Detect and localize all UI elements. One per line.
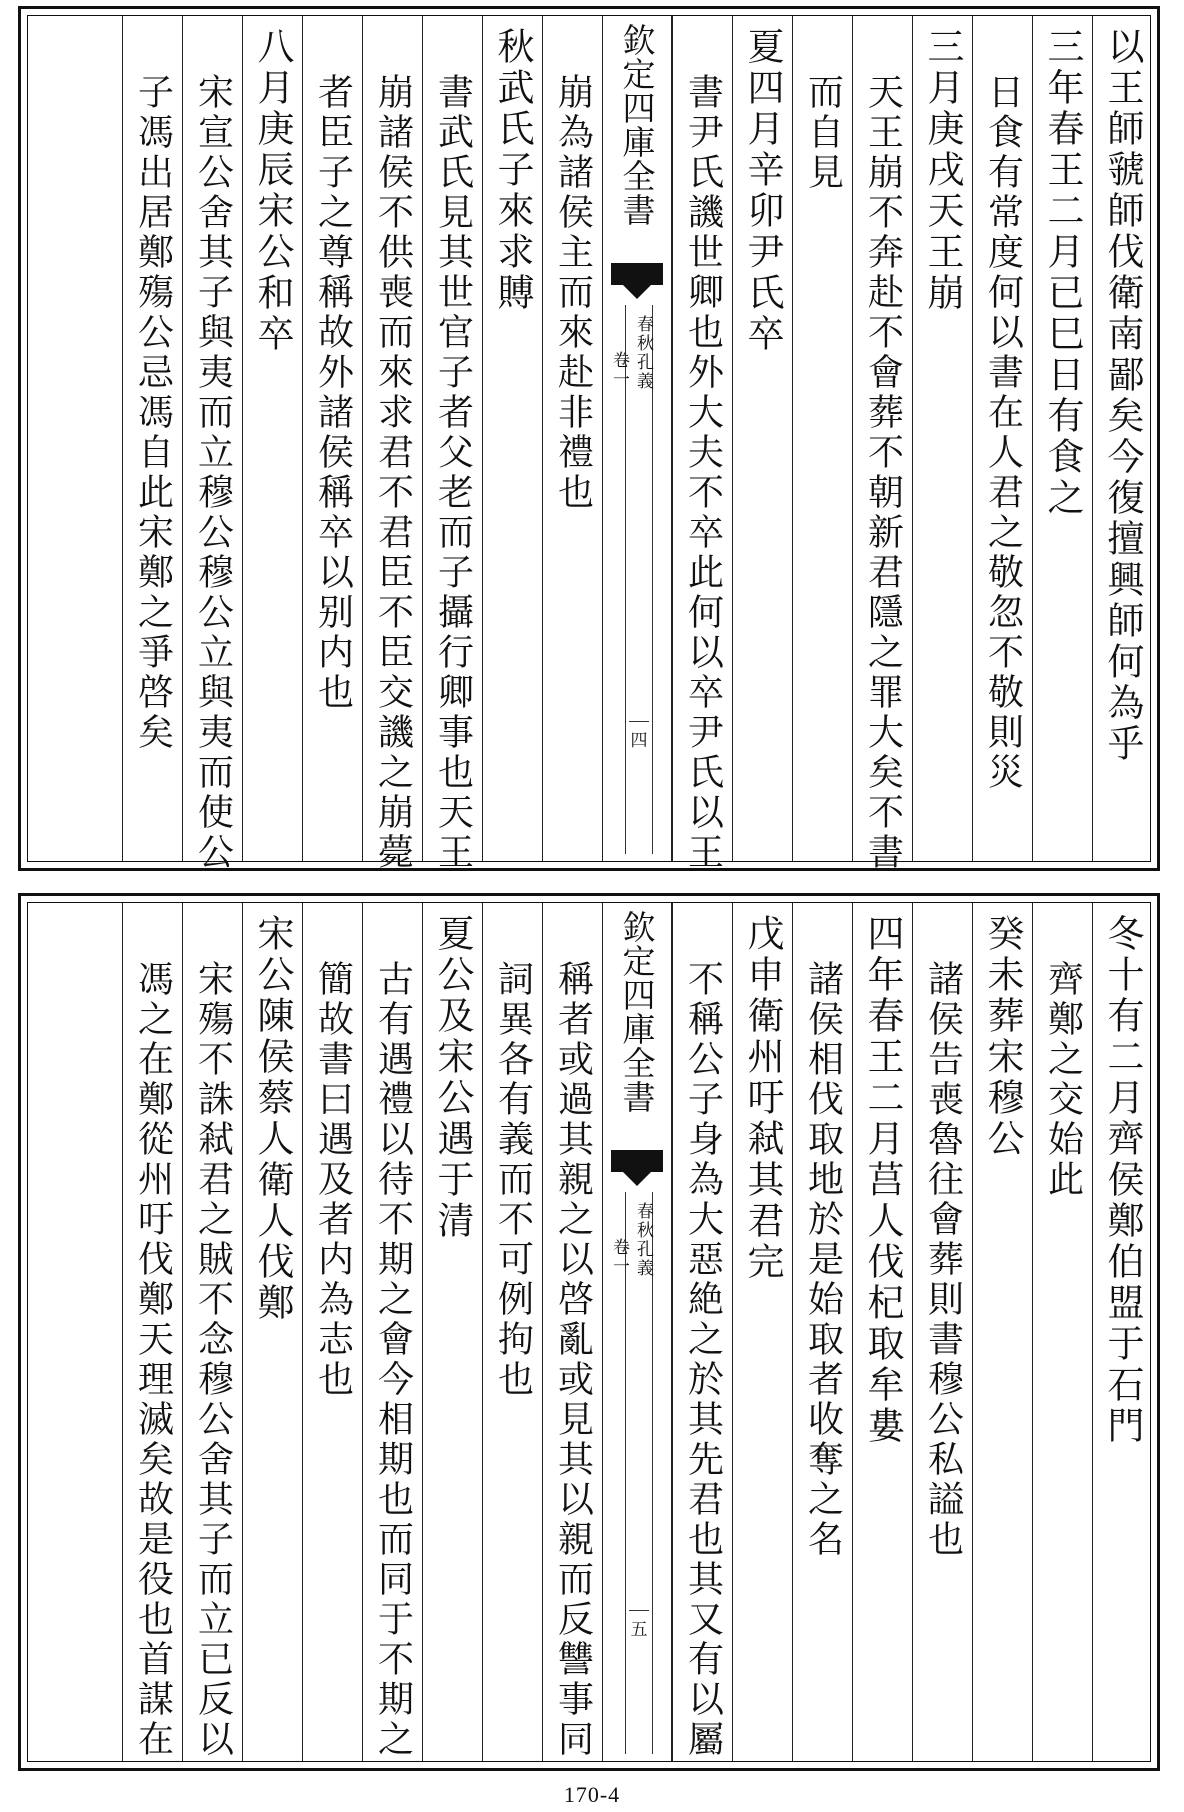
fishtail-mark bbox=[611, 263, 663, 285]
text-column bbox=[182, 902, 242, 1762]
column-text: 書武氏見其世官子者父老而子攝行卿事也天王 bbox=[432, 73, 474, 873]
column-text: 冬十有二月齊侯鄭伯盟于石門 bbox=[1101, 914, 1144, 1447]
text-column bbox=[792, 902, 852, 1762]
column-text: 馮之在鄭從州吁伐鄭天理滅矣故是役也首謀在 bbox=[132, 960, 174, 1760]
text-column bbox=[362, 902, 422, 1762]
juan-label: 卷一 bbox=[609, 351, 629, 389]
text-column bbox=[912, 15, 972, 862]
juan-label: 卷一 bbox=[609, 1238, 629, 1276]
column-text: 古有遇禮以待不期之會今相期也而同于不期之 bbox=[372, 960, 414, 1760]
text-column bbox=[542, 15, 602, 862]
column-text: 詞異各有義而不可例拘也 bbox=[492, 960, 534, 1400]
text-column bbox=[1092, 902, 1152, 1762]
text-column bbox=[1092, 15, 1152, 862]
column-text: 夏四月辛卯尹氏卒 bbox=[741, 27, 784, 355]
text-column bbox=[852, 15, 912, 873]
column-text: 天王崩不奔赴不會葬不朝新君隱之罪大矣不書 bbox=[862, 73, 904, 873]
text-column bbox=[792, 15, 852, 862]
column-text: 夏公及宋公遇于清 bbox=[431, 914, 474, 1242]
text-column bbox=[302, 902, 362, 1762]
text-column bbox=[122, 902, 182, 1762]
center-strip bbox=[602, 15, 672, 862]
column-text: 不稱公子身為大惡絶之於其先君也其又有以屬 bbox=[682, 960, 724, 1760]
column-text: 崩為諸侯主而來赴非禮也 bbox=[552, 73, 594, 513]
column-text: 書尹氏譏世卿也外大夫不卒此何以卒尹氏以王 bbox=[682, 73, 724, 873]
page-number: 170-4 bbox=[563, 1782, 621, 1807]
column-text: 子馮出居鄭殤公忌馮自此宋鄭之爭啓矣 bbox=[132, 73, 174, 753]
text-column bbox=[302, 15, 362, 862]
collection-header: 欽定四庫全書 bbox=[617, 23, 657, 227]
column-text: 齊鄭之交始此 bbox=[1042, 960, 1084, 1200]
column-text: 三年春王二月已巳日有食之 bbox=[1041, 27, 1084, 519]
column-text: 日食有常度何以書在人君之敬忽不敬則災 bbox=[982, 73, 1024, 793]
top-page-panel bbox=[18, 6, 1160, 871]
book-title: 春秋孔義 bbox=[633, 315, 653, 391]
text-column bbox=[242, 902, 302, 1762]
column-text: 癸未葬宋穆公 bbox=[981, 914, 1024, 1160]
text-column bbox=[732, 15, 792, 862]
center-strip bbox=[602, 902, 672, 1762]
text-column bbox=[182, 15, 242, 873]
text-column bbox=[422, 902, 482, 1762]
column-text: 宋殤不誅弒君之賊不念穆公舍其子而立已反以 bbox=[192, 960, 234, 1760]
book-title: 春秋孔義 bbox=[633, 1202, 653, 1278]
column-text: 諸侯相伐取地於是始取者收奪之名 bbox=[802, 960, 844, 1560]
leaf-number: 四 bbox=[629, 721, 649, 751]
text-column bbox=[122, 15, 182, 862]
text-column bbox=[422, 15, 482, 873]
column-text: 秋武氏子來求賻 bbox=[491, 27, 534, 314]
text-column bbox=[1032, 902, 1092, 1762]
column-text: 三月庚戌天王崩 bbox=[921, 27, 964, 314]
text-column bbox=[362, 15, 422, 873]
column-text: 宋公陳侯蔡人衛人伐鄭 bbox=[251, 914, 294, 1324]
collection-header: 欽定四庫全書 bbox=[617, 910, 657, 1114]
column-text: 戊申衛州吁弒其君完 bbox=[741, 914, 784, 1283]
text-column bbox=[972, 15, 1032, 862]
text-column bbox=[672, 15, 732, 873]
leaf-number: 五 bbox=[629, 1610, 649, 1640]
column-text: 簡故書曰遇及者内為志也 bbox=[312, 960, 354, 1400]
column-text: 八月庚辰宋公和卒 bbox=[251, 27, 294, 355]
text-column bbox=[972, 902, 1032, 1762]
column-text: 諸侯告喪魯往會葬則書穆公私謚也 bbox=[922, 960, 964, 1560]
column-text: 崩諸侯不供喪而來求君不君臣不臣交譏之崩薨 bbox=[372, 73, 414, 873]
text-column bbox=[672, 902, 732, 1762]
text-column bbox=[542, 902, 602, 1762]
text-column bbox=[852, 902, 912, 1762]
text-column bbox=[1032, 15, 1092, 862]
text-column bbox=[732, 902, 792, 1762]
text-column bbox=[482, 902, 542, 1762]
column-text: 四年春王二月莒人伐杞取牟婁 bbox=[861, 914, 904, 1447]
column-text: 以王師虢師伐衛南鄙矣今復擅興師何為乎 bbox=[1101, 27, 1144, 765]
bottom-page-panel bbox=[18, 893, 1160, 1771]
text-column bbox=[482, 15, 542, 862]
column-text: 而自見 bbox=[802, 73, 844, 193]
text-column bbox=[912, 902, 972, 1762]
column-text: 宋宣公舍其子與夷而立穆公穆公立與夷而使公 bbox=[192, 73, 234, 873]
column-text: 稱者或過其親之以啓亂或見其以親而反讐事同 bbox=[552, 960, 594, 1760]
fishtail-mark bbox=[611, 1150, 663, 1172]
text-column bbox=[242, 15, 302, 862]
column-text: 者臣子之尊稱故外諸侯稱卒以别内也 bbox=[312, 73, 354, 713]
